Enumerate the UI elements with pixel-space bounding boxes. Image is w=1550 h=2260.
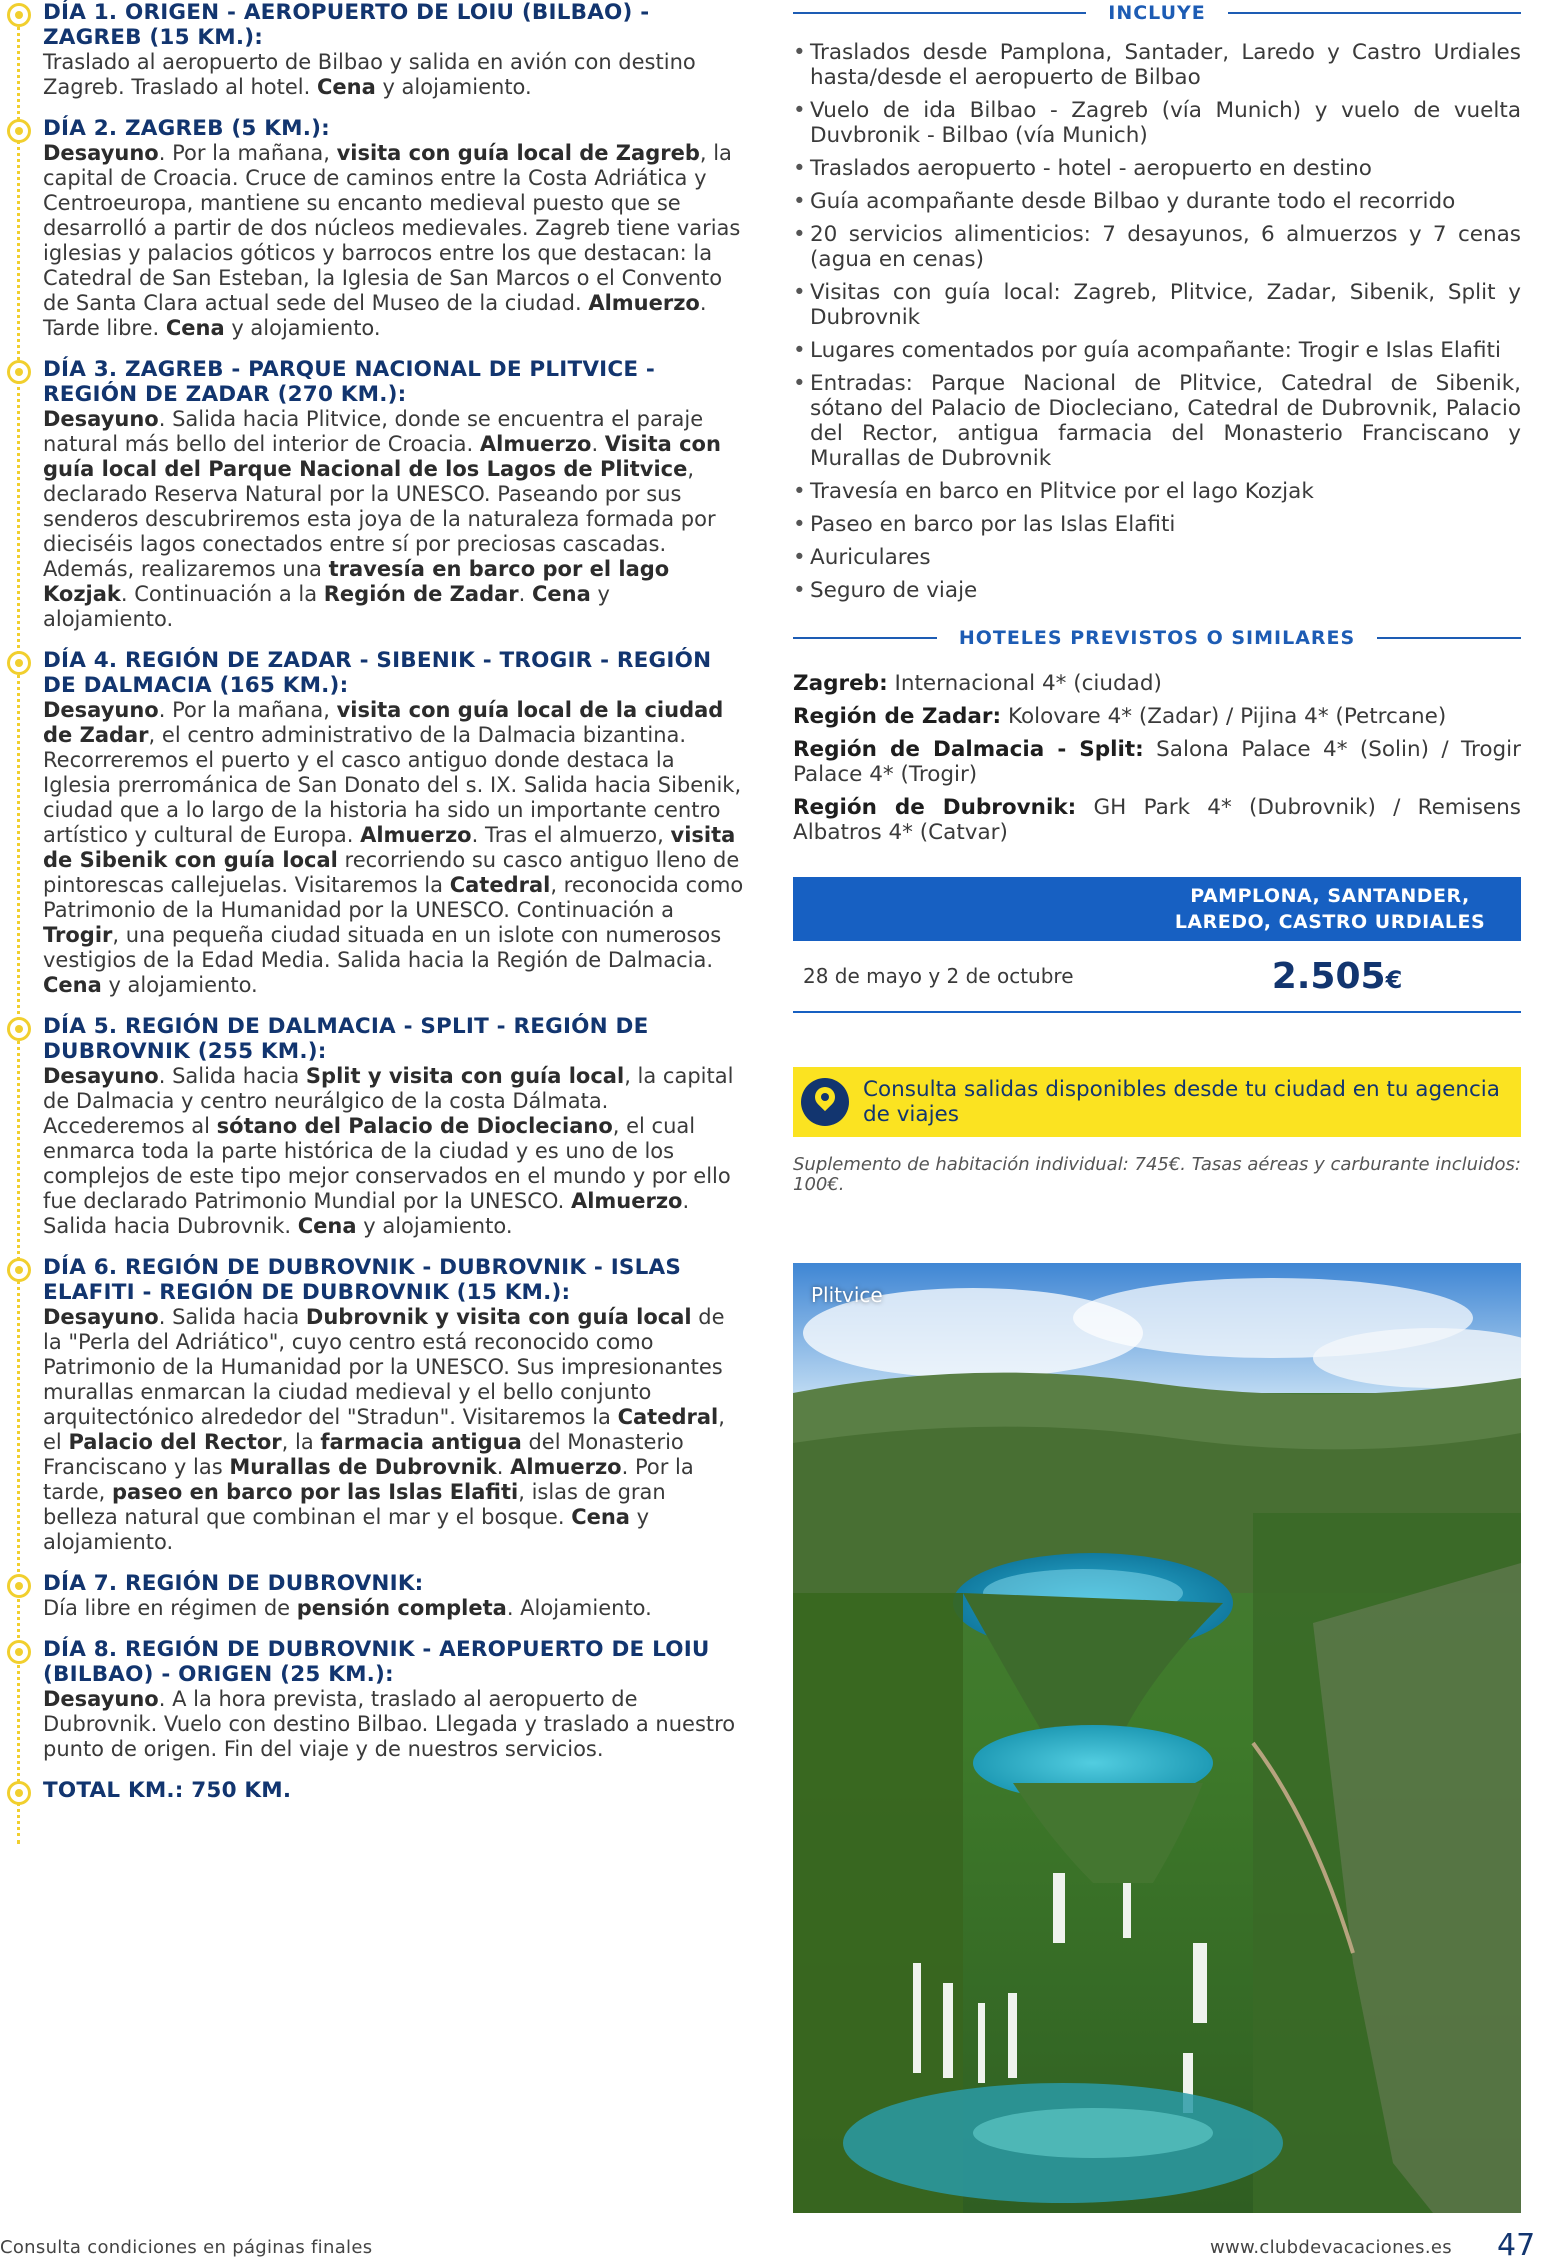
itinerary-day-title: DÍA 3. ZAGREB - PARQUE NACIONAL DE PLITVICE - REGIÓN DE ZADAR (270 KM.): xyxy=(43,357,656,407)
price-origins-line2: LAREDO, CASTRO URDIALES xyxy=(1174,911,1486,933)
itinerary-day-title: DÍA 5. REGIÓN DE DALMACIA - SPLIT - REGIÓN DE DUBROVNIK (255 KM.): xyxy=(43,1014,649,1064)
footer-conditions: Consulta condiciones en páginas finales xyxy=(0,2237,373,2258)
info-column xyxy=(793,0,1521,1195)
timeline-dot-icon xyxy=(7,1574,31,1598)
includes-item: • Visitas con guía local: Zagreb, Plitvice, Zadar, Sibenik, Split y Dubrovnik xyxy=(793,280,1521,330)
includes-list xyxy=(793,40,1521,603)
hotel-row xyxy=(793,671,1521,696)
includes-heading-label: INCLUYE xyxy=(1108,2,1206,24)
itinerary-day xyxy=(0,1571,745,1621)
hotels-heading-label: HOTELES PREVISTOS O SIMILARES xyxy=(958,627,1356,649)
itinerary-day xyxy=(0,357,745,632)
itinerary-day xyxy=(0,1637,745,1762)
itinerary-list xyxy=(0,0,745,1803)
timeline-dot-icon xyxy=(7,1640,31,1664)
hotels-list xyxy=(793,671,1521,845)
hotel-region: Región de Dalmacia - Split: xyxy=(793,737,1144,762)
hotel-row xyxy=(793,737,1521,787)
timeline-dot-icon xyxy=(7,3,31,27)
includes-item: • Traslados desde Pamplona, Santader, Laredo y Castro Urdiales hasta/desde el aeropuerto de Bilbao xyxy=(793,40,1521,90)
price-origins xyxy=(793,877,1521,941)
timeline-dot-icon xyxy=(7,1781,31,1805)
hotel-row xyxy=(793,704,1521,729)
price-amount-value: 2.505 xyxy=(1271,955,1386,997)
itinerary-day xyxy=(0,648,745,998)
itinerary-day-text: Desayuno. Por la mañana, visita con guía local de la ciudad de Zadar, el centro administrativo de la Dalmacia bizantina. Recorreremos el puerto y el casco antiguo donde destaca la Iglesia prerrománica de San Donato del s. IX. Salida hacia Sibenik, ciudad que a lo largo de la historia ha sido un importante centro artístico y cultural de Europa. Almuerzo. Tras el almuerzo, visita de Sibenik con guía local recorriendo su casco antiguo lleno de pintorescas callejuelas. Visitaremos la Catedral, reconocida como Patrimonio de la Humanidad por la UNESCO. Continuación a Trogir, una pequeña ciudad situada en un islote con numerosos vestigios de la Edad Media. Salida hacia la Región de Dalmacia. Cena y alojamiento. xyxy=(43,698,744,997)
includes-item: • Guía acompañante desde Bilbao y durante todo el recorrido xyxy=(793,189,1521,214)
agency-notice-text: Consulta salidas disponibles desde tu ciudad en tu agencia de viajes xyxy=(863,1077,1500,1127)
timeline-dot-icon xyxy=(7,1017,31,1041)
itinerary-day-title: DÍA 6. REGIÓN DE DUBROVNIK - DUBROVNIK - ISLAS ELAFITI - REGIÓN DE DUBROVNIK (15 KM.): xyxy=(43,1255,682,1305)
itinerary-day-text: Traslado al aeropuerto de Bilbao y salida en avión con destino Zagreb. Traslado al hotel. Cena y alojamiento. xyxy=(43,50,696,99)
includes-item: • Travesía en barco en Plitvice por el lago Kozjak xyxy=(793,479,1521,504)
price-origins-line1: PAMPLONA, SANTANDER, xyxy=(1190,885,1470,907)
page-number: 47 xyxy=(1497,2228,1536,2260)
itinerary-day-text: Día libre en régimen de pensión completa. Alojamiento. xyxy=(43,1596,652,1620)
itinerary-day-text: Desayuno. Salida hacia Split y visita con guía local, la capital de Dalmacia y centro neurálgico de la costa Dálmata. Accederemos al sótano del Palacio de Diocleciano, el cual enmarca toda la parte histórica de la ciudad y es uno de los complejos de este tipo mejor conservados en el mundo y por ello fue declarado Patrimonio Mundial por la UNESCO. Almuerzo. Salida hacia Dubrovnik. Cena y alojamiento. xyxy=(43,1064,734,1238)
hotels-heading xyxy=(793,625,1521,651)
hotel-names: Internacional 4* (ciudad) xyxy=(894,671,1162,696)
timeline-dot-icon xyxy=(7,651,31,675)
itinerary-day-text: Desayuno. A la hora prevista, traslado al aeropuerto de Dubrovnik. Vuelo con destino Bilbao. Llegada y traslado a nuestro punto de origen. Fin del viaje y de nuestros servicios. xyxy=(43,1687,736,1761)
hotel-row xyxy=(793,795,1521,845)
timeline-dot-icon xyxy=(7,1258,31,1282)
itinerary-day xyxy=(0,116,745,341)
includes-item: • Seguro de viaje xyxy=(793,578,1521,603)
price-dates: 28 de mayo y 2 de octubre xyxy=(803,964,1074,988)
price-row xyxy=(793,941,1521,1013)
includes-item: • Lugares comentados por guía acompañante: Trogir e Islas Elafiti xyxy=(793,338,1521,363)
itinerary-day-title: DÍA 7. REGIÓN DE DUBROVNIK: xyxy=(43,1571,424,1596)
hotel-names: GH Park 4* (Dubrovnik) / Remisens Albatros 4* (Catvar) xyxy=(793,795,1521,845)
itinerary-day xyxy=(0,1778,745,1803)
photo-caption: Plitvice xyxy=(811,1283,883,1307)
hotel-region: Región de Zadar: xyxy=(793,704,1002,729)
footer-website: www.clubdevacaciones.es xyxy=(1210,2237,1452,2258)
plitvice-illustration xyxy=(793,1263,1521,2213)
itinerary-day-title: TOTAL KM.: 750 KM. xyxy=(43,1778,292,1803)
hotel-region: Región de Dubrovnik: xyxy=(793,795,1077,820)
includes-item: • Vuelo de ida Bilbao - Zagreb (vía Munich) y vuelo de vuelta Duvbronik - Bilbao (vía Munich) xyxy=(793,98,1521,148)
hotel-region: Zagreb: xyxy=(793,671,888,696)
itinerary-day-text: Desayuno. Salida hacia Dubrovnik y visita con guía local de la "Perla del Adriático", cuyo centro está reconocido como Patrimonio de la Humanidad por la UNESCO. Sus impresionantes murallas enmarcan la ciudad medieval y el bello conjunto arquitectónico alrededor del "Stradun". Visitaremos la Catedral, el Palacio del Rector, la farmacia antigua del Monasterio Franciscano y las Murallas de Dubrovnik. Almuerzo. Por la tarde, paseo en barco por las Islas Elafiti, islas de gran belleza natural que combinan el mar y el bosque. Cena y alojamiento. xyxy=(43,1305,725,1554)
itinerary-day-title: DÍA 4. REGIÓN DE ZADAR - SIBENIK - TROGIR - REGIÓN DE DALMACIA (165 KM.): xyxy=(43,648,712,698)
timeline-dot-icon xyxy=(7,360,31,384)
plitvice-photo xyxy=(793,1263,1521,2213)
itinerary-day xyxy=(0,0,745,100)
includes-item: • Entradas: Parque Nacional de Plitvice, Catedral de Sibenik, sótano del Palacio de Diocleciano, Catedral de Dubrovnik, Palacio del Rector, antigua farmacia del Monasterio Franciscano y Murallas de Dubrovnik xyxy=(793,371,1521,471)
itinerary-day-title: DÍA 8. REGIÓN DE DUBROVNIK - AEROPUERTO DE LOIU (BILBAO) - ORIGEN (25 KM.): xyxy=(43,1637,710,1687)
hotel-names: Salona Palace 4* (Solin) / Trogir Palace 4* (Trogir) xyxy=(793,737,1521,787)
price-currency: € xyxy=(1385,965,1403,994)
itinerary-day-title: DÍA 2. ZAGREB (5 KM.): xyxy=(43,116,330,141)
itinerary-column xyxy=(0,0,745,1819)
includes-item: • Paseo en barco por las Islas Elafiti xyxy=(793,512,1521,537)
agency-notice xyxy=(793,1067,1521,1137)
itinerary-day-text: Desayuno. Por la mañana, visita con guía local de Zagreb, la capital de Croacia. Cruce de caminos entre la Costa Adriática y Centroeuropa, mantiene su encanto medieval puesto que se desarrolló a partir de dos núcleos medievales. Zagreb tiene varias iglesias y palacios góticos y barrocos entre los que destacan: la Catedral de San Esteban, la Iglesia de San Marcos o el Convento de Santa Clara actual sede del Museo de la ciudad. Almuerzo. Tarde libre. Cena y alojamiento. xyxy=(43,141,741,340)
price-amount xyxy=(1153,956,1521,997)
itinerary-day-text: Desayuno. Salida hacia Plitvice, donde se encuentra el paraje natural más bello del interior de Croacia. Almuerzo. Visita con guía local del Parque Nacional de los Lagos de Plitvice, declarado Reserva Natural por la UNESCO. Paseando por sus senderos descubriremos esta joya de la naturaleza formada por dieciséis lagos conectados entre sí por preciosas cascadas. Además, realizaremos una travesía en barco por el lago Kozjak. Continuación a la Región de Zadar. Cena y alojamiento. xyxy=(43,407,721,631)
itinerary-day xyxy=(0,1014,745,1239)
includes-heading xyxy=(793,0,1521,26)
itinerary-day-title: DÍA 1. ORIGEN - AEROPUERTO DE LOIU (BILBAO) - ZAGREB (15 KM.): xyxy=(43,0,650,50)
includes-item: • 20 servicios alimenticios: 7 desayunos, 6 almuerzos y 7 cenas (agua en cenas) xyxy=(793,222,1521,272)
itinerary-day xyxy=(0,1255,745,1555)
price-table xyxy=(793,877,1521,1013)
includes-item: • Traslados aeropuerto - hotel - aeropuerto en destino xyxy=(793,156,1521,181)
timeline-dot-icon xyxy=(7,119,31,143)
location-pin-icon xyxy=(801,1078,849,1126)
hotel-names: Kolovare 4* (Zadar) / Pijina 4* (Petrcane) xyxy=(1007,704,1447,729)
includes-item: • Auriculares xyxy=(793,545,1521,570)
supplement-note: Suplemento de habitación individual: 745€. Tasas aéreas y carburante incluidos: 100€. xyxy=(793,1154,1521,1195)
